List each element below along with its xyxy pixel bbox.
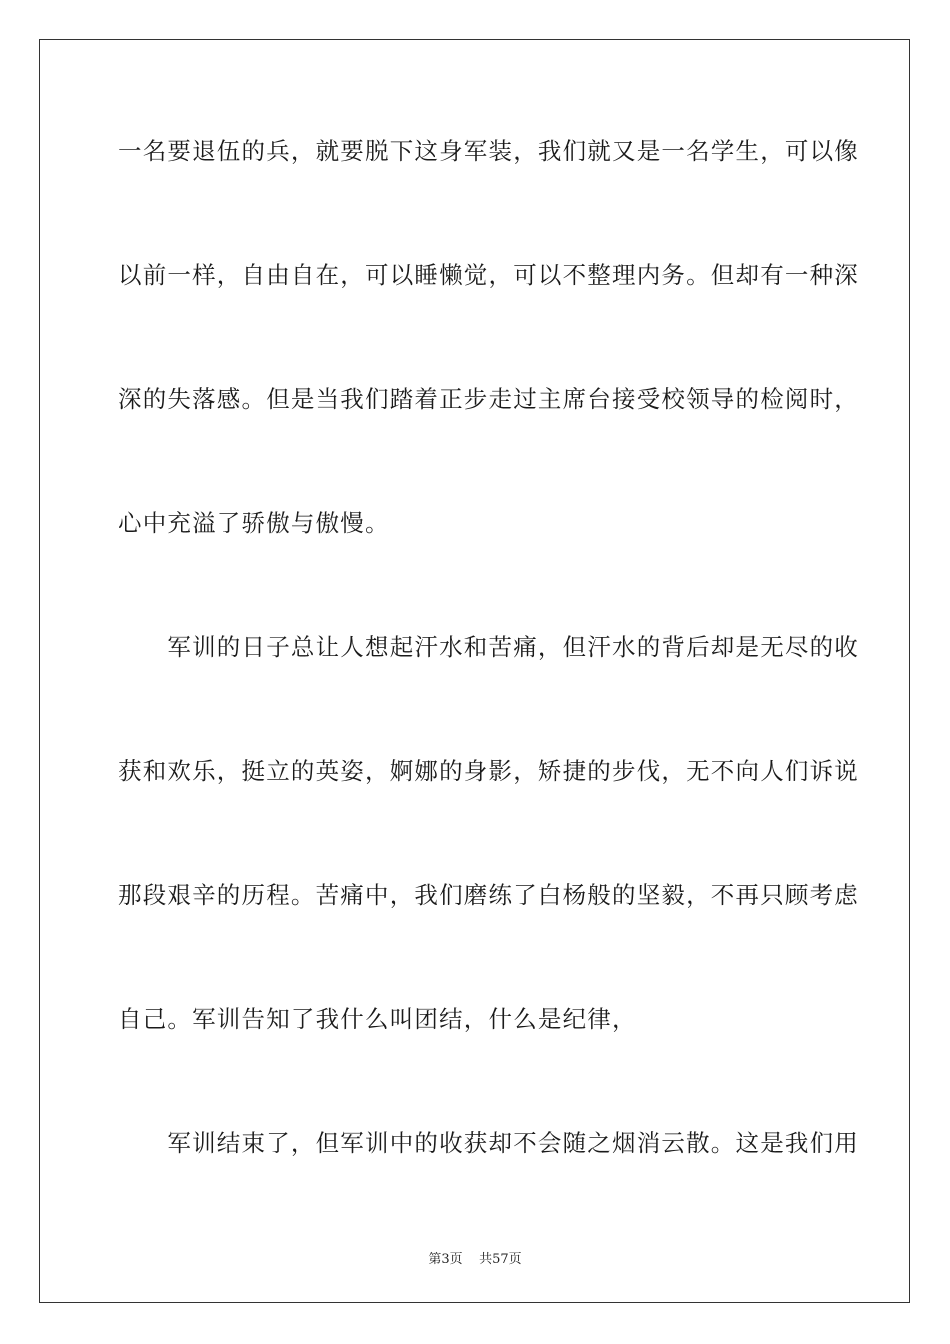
paragraph-line: 心中充溢了骄傲与傲慢。 [118, 509, 390, 537]
paragraph-line: 一名要退伍的兵，就要脱下这身军装，我们就又是一名学生，可以像 [118, 137, 859, 165]
paragraph-line: 获和欢乐，挺立的英姿，婀娜的身影，矫捷的步伐，无不向人们诉说 [118, 757, 859, 785]
page-total: 共57页 [479, 1252, 522, 1267]
page-footer [0, 1248, 950, 1267]
paragraph-line: 深的失落感。但是当我们踏着正步走过主席台接受校领导的检阅时， [118, 385, 859, 413]
page-border [39, 39, 910, 1303]
paragraph-line: 军训结束了，但军训中的收获却不会随之烟消云散。这是我们用 [118, 1129, 859, 1157]
page-number: 第3页 [428, 1252, 463, 1267]
paragraph-line: 以前一样，自由自在，可以睡懒觉，可以不整理内务。但却有一种深 [118, 261, 859, 289]
paragraph-line: 军训的日子总让人想起汗水和苦痛，但汗水的背后却是无尽的收 [118, 633, 859, 661]
paragraph-line: 那段艰辛的历程。苦痛中，我们磨练了白杨般的坚毅，不再只顾考虑 [118, 881, 859, 909]
paragraph-line: 自己。军训告知了我什么叫团结，什么是纪律， [118, 1005, 637, 1033]
